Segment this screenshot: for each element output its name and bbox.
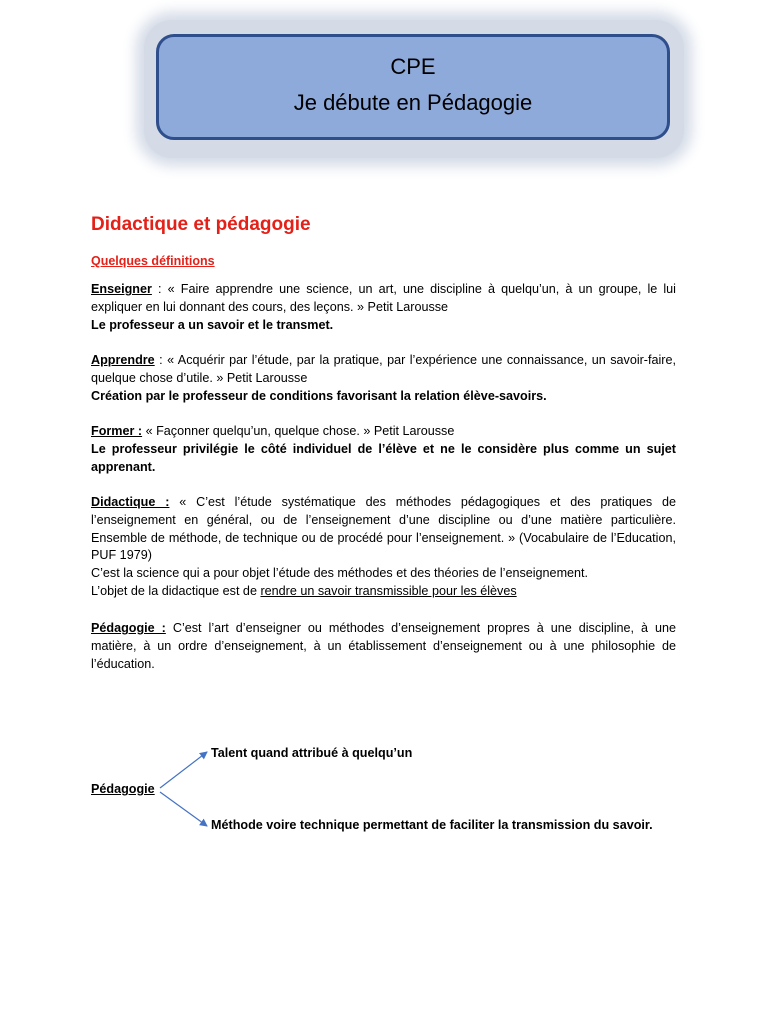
diagram-branch-top: Talent quand attribué à quelqu’un: [211, 746, 413, 760]
arrow-top: [160, 752, 207, 788]
term-label: Enseigner: [91, 282, 152, 296]
definition-line-underlined: rendre un savoir transmissible pour les élèves: [260, 583, 517, 598]
diagram-root: Pédagogie: [91, 782, 155, 796]
definition-quote: « Acquérir par l’étude, par la pratique, par l’expérience une connaissance, un savoir-faire, quelque chose d’utile. » Petit Larousse: [91, 353, 677, 385]
term-label: Former :: [91, 424, 143, 438]
term-separator: :: [154, 353, 168, 367]
definition-quote: « C’est l’étude systématique des méthodes pédagogiques et des pratiques de l’enseignement en général, ou de l’enseignement d’une discipline ou d’une matière particulière. Ensemble de méthode, de technique ou de procédé pour l’enseignement. » (Vocabulaire de l’Education, PUF 1979): [91, 495, 677, 563]
definition-quote: « Façonner quelqu’un, quelque chose. » Petit Larousse: [145, 424, 455, 438]
definition-note: Le professeur privilégie le côté individuel de l’élève et ne le considère plus comme un sujet apprenant.: [91, 441, 676, 474]
term-label: Apprendre: [91, 353, 155, 367]
subsection-title: Quelques définitions: [91, 254, 215, 268]
banner-subtitle: Je débute en Pédagogie: [293, 90, 533, 115]
definition-line: C’est la science qui a pour objet l’étude des méthodes et des théories de l’enseignement.: [91, 566, 589, 581]
section-title: Didactique et pédagogie: [91, 214, 311, 235]
term-label: Pédagogie :: [91, 621, 166, 635]
term-label: Didactique :: [91, 495, 170, 509]
definition-note: Le professeur a un savoir et le transmet.: [91, 317, 334, 332]
definition-text: C’est l’art d’enseigner ou méthodes d’enseignement propres à une discipline, à une matière, à un ordre d’enseignement, à un établissement d’enseignement ou à une philosophie de l’éducation.: [91, 621, 677, 671]
banner-title: CPE: [390, 54, 436, 79]
definition-note: Création par le professeur de conditions favorisant la relation élève-savoirs.: [91, 388, 547, 403]
definition-line-prefix: L’objet de la didactique est de: [91, 583, 261, 598]
term-separator: :: [151, 282, 168, 296]
definition-quote: « Faire apprendre une science, un art, une discipline à quelqu’un, à un groupe, le lui expliquer en lui donnant des cours, des leçons. » Petit Larousse: [91, 282, 676, 314]
diagram-branch-bottom: Méthode voire technique permettant de faciliter la transmission du savoir.: [211, 818, 653, 832]
arrow-bottom: [160, 792, 207, 826]
